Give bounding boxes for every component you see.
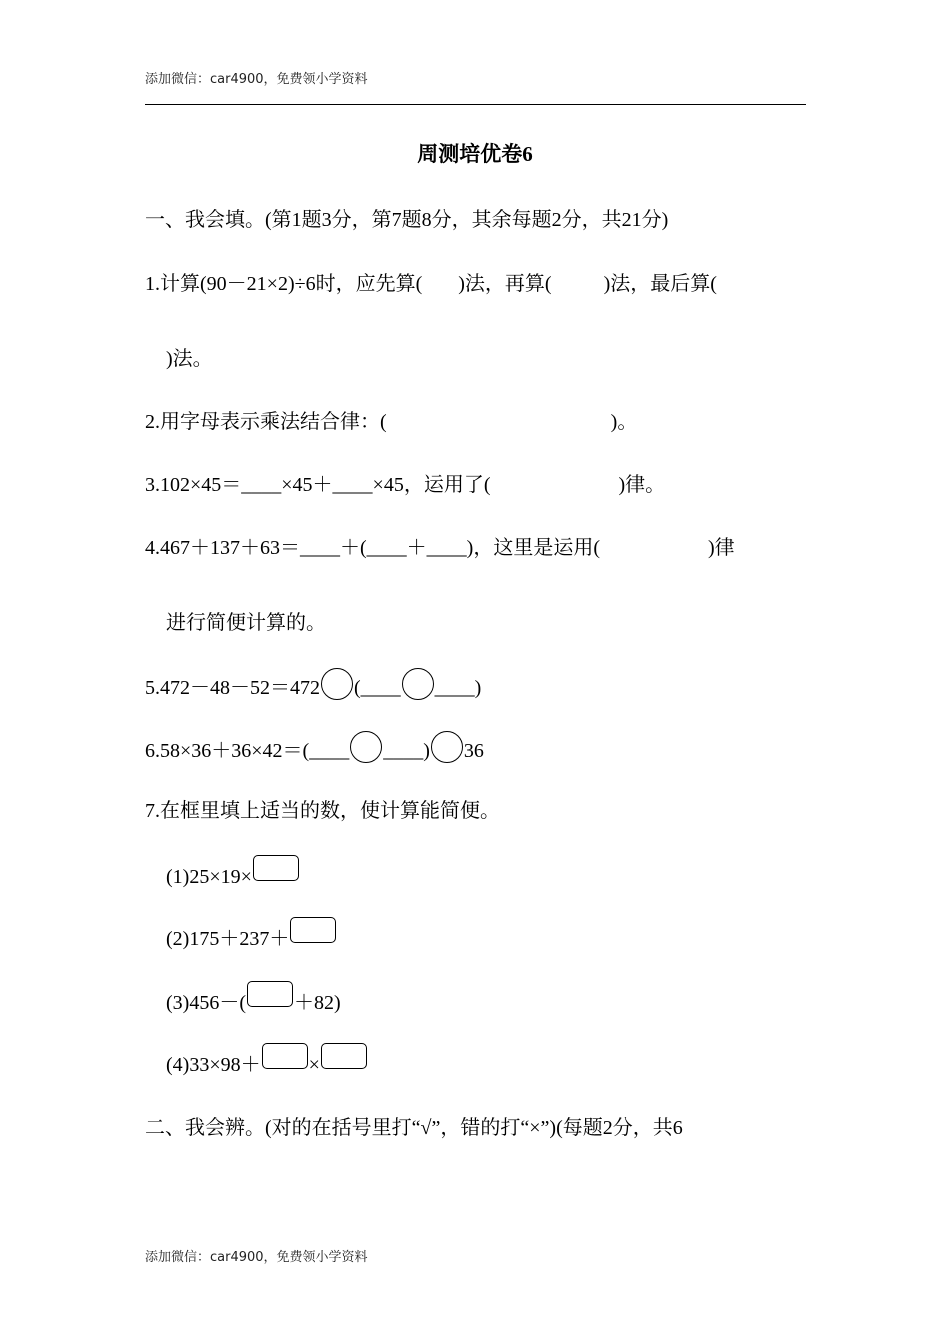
question-7-3 [166, 981, 341, 1015]
q7-sub3-text-b: ＋82) [293, 992, 341, 1014]
q1-text-b: )法，再算( [458, 273, 552, 295]
header-rule [145, 104, 806, 105]
q7-sub4-text-a: (4)33×98＋ [166, 1054, 261, 1076]
q4-text-b: )律 [707, 537, 735, 559]
question-4 [145, 531, 735, 560]
q5-text-c: ____) [434, 677, 482, 699]
q7-sub3-text-a: (3)456－( [166, 992, 246, 1014]
question-5 [145, 668, 481, 700]
q6-circle-2[interactable] [431, 731, 463, 763]
q1-text-a: 1.计算(90－21×2)÷6时，应先算( [145, 273, 423, 295]
section1-heading: 一、我会填。(第1题3分，第7题8分，其余每题2分，共21分) [145, 209, 669, 231]
question-1 [145, 267, 717, 296]
q1-text-d: )法。 [166, 348, 213, 370]
question-3 [145, 468, 665, 497]
q6-text-a: 6.58×36＋36×42＝(____ [145, 740, 350, 762]
question-7-4 [166, 1043, 368, 1077]
q4-text-c: 进行简便计算的。 [166, 612, 326, 634]
q7-sub4-text-b: × [308, 1054, 320, 1076]
q7-sub2-text: (2)175＋237＋ [166, 928, 290, 950]
header-note: 添加微信：car4900，免费领小学资料 [145, 72, 368, 87]
question-4-cont [166, 606, 326, 635]
footer-note: 添加微信：car4900，免费领小学资料 [145, 1250, 368, 1265]
q7-sub2-box[interactable] [290, 917, 336, 943]
question-7-1 [166, 855, 300, 889]
q5-text-a: 5.472－48－52＝472 [145, 677, 320, 699]
question-7-2 [166, 917, 337, 951]
q5-circle-2[interactable] [402, 668, 434, 700]
q7-sub4-box-1[interactable] [262, 1043, 308, 1069]
question-1-cont [166, 342, 213, 371]
q7-sub1-box[interactable] [253, 855, 299, 881]
q7-sub4-box-2[interactable] [321, 1043, 367, 1069]
q5-circle-1[interactable] [321, 668, 353, 700]
q4-text-a: 4.467＋137＋63＝____＋(____＋____)，这里是运用( [145, 537, 600, 559]
page-title: 周测培优卷6 [417, 142, 533, 166]
question-6 [145, 731, 484, 763]
q3-text-a: 3.102×45＝____×45＋____×45，运用了( [145, 474, 491, 496]
q2-text-b: )。 [610, 411, 638, 433]
question-7-stem: 7.在框里填上适当的数，使计算能简便。 [145, 800, 500, 822]
q6-text-b: ____) [383, 740, 430, 762]
q5-text-b: (____ [354, 677, 401, 699]
q7-sub1-text: (1)25×19× [166, 866, 252, 888]
q2-text-a: 2.用字母表示乘法结合律：( [145, 411, 387, 433]
q7-sub3-box[interactable] [247, 981, 293, 1007]
q3-text-b: )律。 [618, 474, 666, 496]
question-2 [145, 405, 637, 434]
section2-heading: 二、我会辨。(对的在括号里打“√”，错的打“×”)(每题2分，共6 [145, 1117, 683, 1139]
q6-text-c: 36 [463, 740, 484, 762]
q1-text-c: )法，最后算( [603, 273, 717, 295]
q6-circle-1[interactable] [350, 731, 382, 763]
